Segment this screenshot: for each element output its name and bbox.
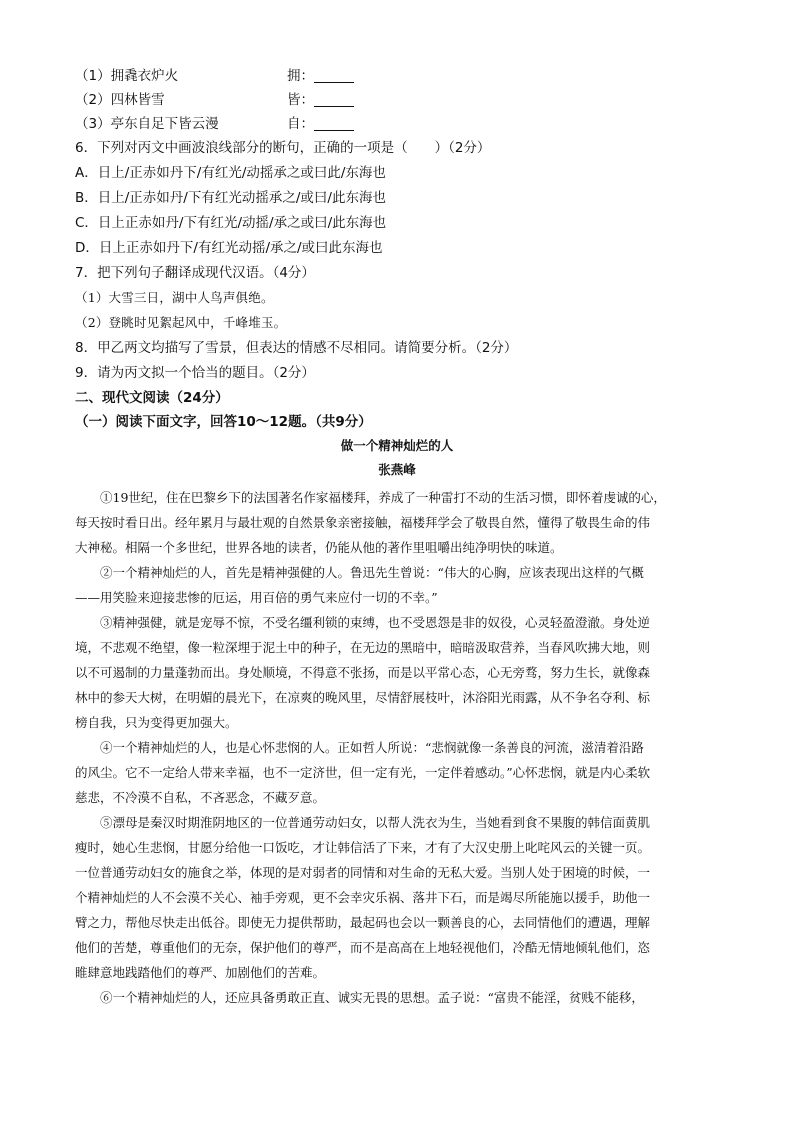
article-author: 张燕峰 — [378, 462, 416, 477]
question-6-option-c: C．日上正赤如丹/下有红光/动摇/承之或曰/此东海也 — [75, 215, 387, 231]
article-paragraph-6: ⑥一个精神灿烂的人，还应具备勇敢正直、诚实无畏的思想。孟子说：“富贵不能淫，贫贱不能移， — [100, 990, 644, 1005]
article-paragraph-1: ①19世纪，住在巴黎乡下的法国著名作家福楼拜，养成了一种雷打不动的生活习惯，即怀着虔诚的心， 每天按时看日出。经年累月与最壮观的自然景象亲密接触，福楼拜学会了敬畏自然，懂得了敬畏生命的伟 大神秘。相隔一个多世纪，世界各地的读者，仍能从他的著作里咀嚼出纯净明快的味道。 — [75, 490, 666, 555]
gloss-phrase-1: （1）拥毳衣炉火 — [75, 68, 179, 84]
answer-blank[interactable] — [314, 116, 354, 131]
article-paragraph-5: ⑤漂母是秦汉时期淮阴地区的一位普通劳动妇女，以帮人洗衣为生，当她看到食不果腹的韩信面黄肌 瘦时，她心生悲悯，甘愿分给他一口饭吃，才让韩信活了下来，才有了大汉史册上叱咤风云的关键一页。 一位普通劳动妇女的施食之举，体现的是对弱者的同情和对生命的无私大爱。当别人处于困境的时候，一 个精神灿烂的人不会漠不关心、袖手旁观，更不会幸灾乐祸、落井下石，而是竭尽所能施以援手，助他一 臂之力，帮他尽快走出低谷。即使无力提供帮助，最起码也会以一颗善良的心，去同情他们的遭遇，理解 他们的苦楚，尊重他们的无奈，保护他们的尊严，而不是高高在上地轻视他们，冷酷无情地倾轧他们，恣 睢肆意地践踏他们的尊严、加剧他们的苦难。 — [75, 815, 651, 980]
question-7-item-2: （2）登眺时见絮起风中，千峰堆玉。 — [75, 315, 287, 330]
gloss-answer-2: 皆： — [287, 90, 354, 110]
answer-blank[interactable] — [314, 92, 354, 107]
gloss-answer-3: 自： — [287, 114, 354, 134]
section-heading: 二、现代文阅读（24分） — [75, 390, 229, 406]
article-paragraph-4: ④一个精神灿烂的人，也是心怀悲悯的人。正如哲人所说：“悲悯就像一条善良的河流，滋清着沿路 的风尘。它不一定给人带来幸福，也不一定济世，但一定有光，一定伴着感动。”心怀悲悯，就是内心柔软 慈悲，不冷漠不自私，不吝恶念，不藏歹意。 — [75, 740, 651, 805]
question-6-option-d: D．日上正赤如丹下/有红光动摇/承之/或曰此东海也 — [75, 240, 383, 256]
gloss-phrase-2: （2）四林皆雪 — [75, 92, 165, 108]
question-7-stem: 7．把下列句子翻译成现代汉语。（4分） — [75, 265, 315, 281]
gloss-phrase-3: （3）亭东自足下皆云漫 — [75, 116, 219, 132]
question-9: 9．请为丙文拟一个恰当的题目。（2分） — [75, 365, 315, 381]
answer-blank[interactable] — [314, 68, 354, 83]
question-7-item-1: （1）大雪三日，湖中人鸟声俱绝。 — [75, 290, 274, 305]
article-paragraph-3: ③精神强健，就是宠辱不惊，不受名缰利锁的束缚，也不受恩怨是非的奴役，心灵轻盈澄澈。身处逆 境，不悲观不绝望，像一粒深埋于泥土中的种子，在无边的黑暗中，暗暗汲取营养，当春风吹拂大地，则 以不可遏制的力量蓬勃而出。身处顺境，不得意不张扬，而是以平常心态，心无旁骛，努力生长，就像森 林中的参天大树，在明媚的晨光下，在凉爽的晚风里，尽情舒展枝叶，沐浴阳光雨露，从不争名夺利、标 榜自我，只为变得更加强大。 — [75, 615, 651, 730]
article-paragraph-2: ②一个精神灿烂的人，首先是精神强健的人。鲁迅先生曾说：“伟大的心胸，应该表现出这样的气概 ——用笑脸来迎接悲惨的厄运，用百倍的勇气来应付一切的不幸。” — [75, 565, 644, 605]
question-6-option-b: B．日上/正赤如丹/下有红光动摇承之/或曰/此东海也 — [75, 190, 386, 206]
question-8: 8．甲乙两文均描写了雪景，但表达的情感不尽相同。请简要分析。（2分） — [75, 340, 518, 356]
subsection-heading: （一）阅读下面文字，回答10～12题。（共9分） — [75, 414, 372, 430]
gloss-answer-1: 拥： — [287, 66, 354, 86]
article-title: 做一个精神灿烂的人 — [340, 438, 454, 453]
question-6-stem: 6．下列对丙文中画波浪线部分的断句，正确的一项是（ ）（2分） — [75, 140, 491, 156]
question-6-option-a: A．日上/正赤如丹下/有红光/动摇承之或曰此/东海也 — [75, 165, 386, 181]
